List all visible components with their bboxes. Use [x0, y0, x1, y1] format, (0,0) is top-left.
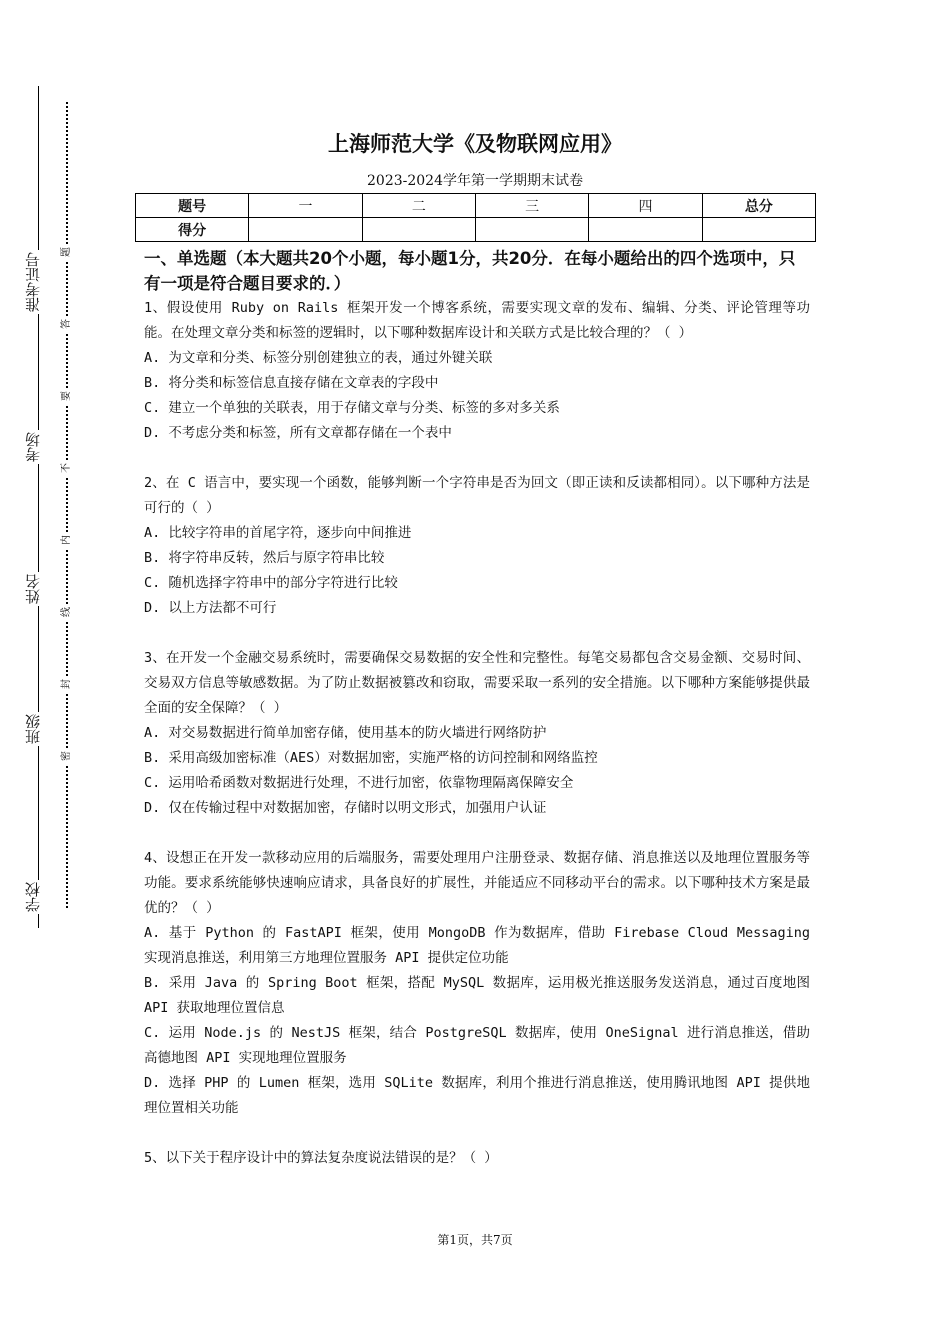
exam-content	[144, 246, 810, 1171]
school-label: 学校	[20, 880, 46, 914]
section-heading: 一、单选题（本大题共20个小题，每小题1分，共20分．在每小题给出的四个选项中，只有一项是符合题目要求的．）	[144, 249, 796, 293]
seal-char: 封	[59, 676, 75, 692]
score-table-header-row	[136, 194, 816, 218]
option-a: A. 基于 Python 的 FastAPI 框架，使用 MongoDB 作为数据库，借助 Firebase Cloud Messaging 实现消息推送，利用第三方地理位置服务 API 提供定位功能	[144, 925, 810, 966]
option-c: C. 运用 Node.js 的 NestJS 框架，结合 PostgreSQL 数据库，使用 OneSignal 进行消息推送，借助高德地图 API 实现地理位置服务	[144, 1025, 810, 1066]
exam-subtitle: 2023-2024学年第一学期期末试卷	[367, 173, 583, 189]
seal-char: 不	[59, 460, 75, 476]
option-c: C. 随机选择字符串中的部分字符进行比较	[144, 575, 398, 591]
score-table	[135, 193, 816, 242]
option-b: B. 将分类和标签信息直接存储在文章表的字段中	[144, 375, 439, 391]
option-c: C. 建立一个单独的关联表，用于存储文章与分类、标签的多对多关系	[144, 400, 560, 416]
exam-title: 上海师范大学《及物联网应用》	[328, 132, 622, 156]
score-cell	[702, 218, 815, 242]
question-text: 3、在开发一个金融交易系统时，需要确保交易数据的安全性和完整性。每笔交易都包含交易金额、交易时间、交易双方信息等敏感数据。为了防止数据被篡改和窃取，需要采取一系列的安全措施。以下哪种方案能够提供最全面的安全保障？（ ）	[144, 650, 810, 716]
score-row-label: 得分	[136, 218, 249, 242]
option-c: C. 运用哈希函数对数据进行处理，不进行加密，依靠物理隔离保障安全	[144, 775, 574, 791]
admission-number-label: 准考证号	[20, 250, 46, 314]
seal-char: 答	[59, 316, 75, 332]
option-a: A. 对交易数据进行简单加密存储，使用基本的防火墙进行网络防护	[144, 725, 547, 741]
seal-char: 密	[59, 748, 75, 764]
question-text: 2、在 C 语言中，要实现一个函数，能够判断一个字符串是否为回文（即正读和反读都相同）。以下哪种方法是可行的（ ）	[144, 475, 810, 516]
score-header-cell: 三	[475, 194, 588, 218]
score-header-cell: 一	[249, 194, 362, 218]
option-b: B. 采用 Java 的 Spring Boot 框架，搭配 MySQL 数据库，运用极光推送服务发送消息，通过百度地图 API 获取地理位置信息	[144, 975, 810, 1016]
question-text: 5、以下关于程序设计中的算法复杂度说法错误的是？（ ）	[144, 1150, 498, 1166]
option-b: B. 采用高级加密标准（AES）对数据加密，实施严格的访问控制和网络监控	[144, 750, 598, 766]
question-1	[144, 296, 810, 446]
class-label: 班级	[20, 712, 46, 746]
score-cell	[249, 218, 362, 242]
seal-char: 内	[59, 532, 75, 548]
score-table-score-row	[136, 218, 816, 242]
score-header-cell: 二	[362, 194, 475, 218]
question-2	[144, 471, 810, 621]
binding-margin	[0, 0, 120, 1344]
score-cell	[589, 218, 702, 242]
option-d: D. 不考虑分类和标签，所有文章都存储在一个表中	[144, 425, 452, 441]
question-text: 1、假设使用 Ruby on Rails 框架开发一个博客系统，需要实现文章的发布、编辑、分类、评论管理等功能。在处理文章分类和标签的逻辑时，以下哪种数据库设计和关联方式是比较合理的？（ ）	[144, 300, 810, 341]
score-header-cell: 四	[589, 194, 702, 218]
binding-solid-line	[38, 86, 39, 928]
score-cell	[475, 218, 588, 242]
exam-room-label: 考场	[20, 430, 46, 464]
option-d: D. 仅在传输过程中对数据加密，存储时以明文形式，加强用户认证	[144, 800, 547, 816]
binding-dotted-line	[66, 102, 68, 908]
name-label: 姓名	[20, 572, 46, 606]
option-a: A. 为文章和分类、标签分别创建独立的表，通过外键关联	[144, 350, 493, 366]
option-a: A. 比较字符串的首尾字符，逐步向中间推进	[144, 525, 412, 541]
option-d: D. 以上方法都不可行	[144, 600, 277, 616]
option-b: B. 将字符串反转，然后与原字符串比较	[144, 550, 385, 566]
option-d: D. 选择 PHP 的 Lumen 框架，选用 SQLite 数据库，利用个推进行消息推送，使用腾讯地图 API 提供地理位置相关功能	[144, 1075, 810, 1116]
seal-char: 要	[59, 388, 75, 404]
score-header-cell: 总分	[702, 194, 815, 218]
seal-char: 线	[59, 604, 75, 620]
question-5	[144, 1146, 810, 1171]
page-footer: 第1页，共7页	[437, 1233, 513, 1247]
question-4	[144, 846, 810, 1121]
score-cell	[362, 218, 475, 242]
seal-char: 题	[59, 244, 75, 260]
score-header-cell: 题号	[136, 194, 249, 218]
question-3	[144, 646, 810, 821]
question-text: 4、设想正在开发一款移动应用的后端服务，需要处理用户注册登录、数据存储、消息推送以及地理位置服务等功能。要求系统能够快速响应请求，具备良好的扩展性，并能适应不同移动平台的需求。以下哪种技术方案是最优的？（ ）	[144, 850, 810, 916]
